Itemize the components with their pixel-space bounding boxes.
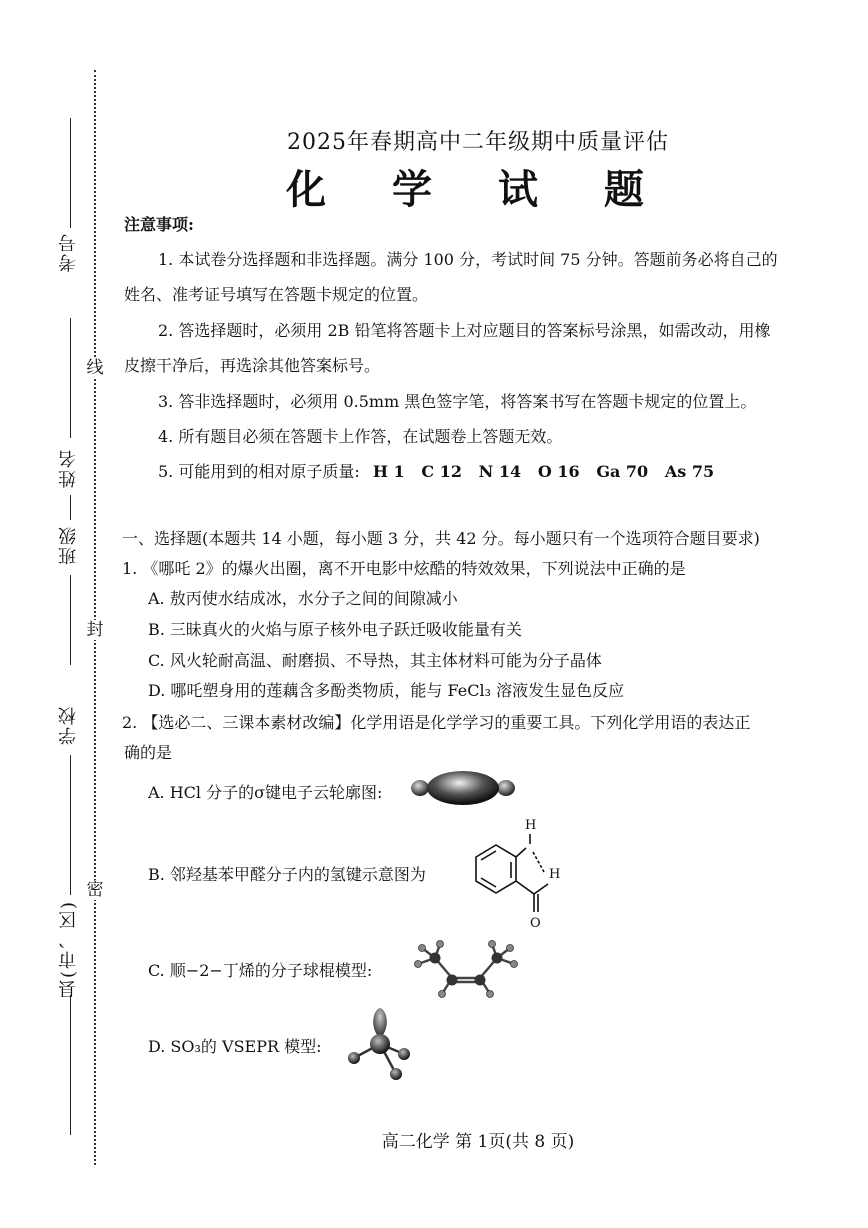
q1-option-b: B. 三昧真火的火焰与原子核外电子跃迁吸收能量有关 [148, 620, 522, 639]
notice-heading: 注意事项: [124, 215, 194, 234]
q2-stem-line1: 2. 【选必二、三课本素材改编】化学用语是化学学习的重要工具。下列化学用语的表达正 [122, 713, 751, 732]
notice-item-2-line1: 2. 答选择题时，必须用 2B 铅笔将答题卡上对应题目的答案标号涂黑，如需改动，用橡 [158, 321, 771, 340]
county-line [70, 995, 71, 1135]
q1-option-a: A. 敖丙使水结成冰，水分子之间的间隙减小 [148, 589, 458, 608]
notice-item-1-line2: 姓名、准考证号填写在答题卡规定的位置。 [124, 285, 429, 304]
q2-option-d: D. SO₃的 VSEPR 模型: [148, 1037, 322, 1056]
exam-subtitle: 2025年春期高中二年级期中质量评估 [287, 130, 669, 155]
class-label: 班级 [58, 525, 79, 565]
class-line [70, 575, 71, 665]
q1-stem: 1. 《哪吒 2》的爆火出圈，离不开电影中炫酷的特效效果，下列说法中正确的是 [122, 559, 686, 578]
atomic-masses: H 1 C 12 N 14 O 16 Ga 70 As 75 [372, 462, 715, 481]
seal-char-line: 线 [84, 358, 106, 378]
notice-item-3: 3. 答非选择题时，必须用 0.5mm 黑色签字笔，将答案书写在答题卡规定的位置上。 [158, 392, 757, 411]
class-line-top [70, 495, 71, 520]
notice-item-4: 4. 所有题目必须在答题卡上作答，在试题卷上答题无效。 [158, 427, 563, 446]
school-line [70, 755, 71, 895]
q2-option-c: C. 顺−2−丁烯的分子球棍模型: [148, 961, 373, 980]
salicylaldehyde-hbond-figure [456, 812, 566, 932]
seal-dotted-line [94, 70, 96, 1165]
exam-title: 化 学 试 题 [286, 166, 670, 213]
page-footer: 高二化学 第 1页(共 8 页) [381, 1132, 575, 1152]
q2-option-b: B. 邻羟基苯甲醛分子内的氢键示意图为 [148, 865, 426, 884]
seal-char-seal: 封 [84, 620, 106, 640]
notice-item-2-line2: 皮擦干净后，再选涂其他答案标号。 [124, 356, 381, 375]
hbond-h-hydroxyl: H [525, 818, 537, 833]
q1-option-c: C. 风火轮耐高温、耐磨损、不导热，其主体材料可能为分子晶体 [148, 651, 602, 670]
q1-option-d: D. 哪吒塑身用的莲藕含多酚类物质，能与 FeCl₃ 溶液发生显色反应 [148, 681, 625, 700]
exam-number-label: 考号 [58, 232, 79, 272]
county-label: 县(市、区) [58, 900, 79, 999]
q2-option-a: A. HCl 分子的σ键电子云轮廓图: [148, 783, 383, 802]
section-1-heading: 一、选择题(本题共 14 小题，每小题 3 分，共 42 分。每小题只有一个选项符合题目要求) [122, 529, 760, 548]
school-label: 学校 [58, 705, 79, 745]
hbond-o-carbonyl: O [530, 916, 541, 931]
name-label: 姓名 [58, 448, 79, 488]
exam-number-line [70, 118, 71, 228]
so3-vsepr-model-figure [340, 1002, 420, 1084]
hbond-h-aldehyde: H [549, 867, 561, 882]
cis-2-butene-ball-stick-figure [410, 936, 520, 1000]
notice-item-5-prefix: 5. 可能用到的相对原子质量: [158, 462, 360, 481]
notice-item-5 [158, 459, 714, 482]
seal-char-closed: 密 [84, 880, 106, 900]
name-line [70, 318, 71, 438]
notice-item-1-line1: 1. 本试卷分选择题和非选择题。满分 100 分，考试时间 75 分钟。答题前务必将自己的 [158, 250, 778, 269]
hcl-sigma-bond-figure [410, 768, 516, 808]
q2-stem-line2: 确的是 [124, 743, 173, 762]
binding-sidebar [0, 0, 104, 1228]
